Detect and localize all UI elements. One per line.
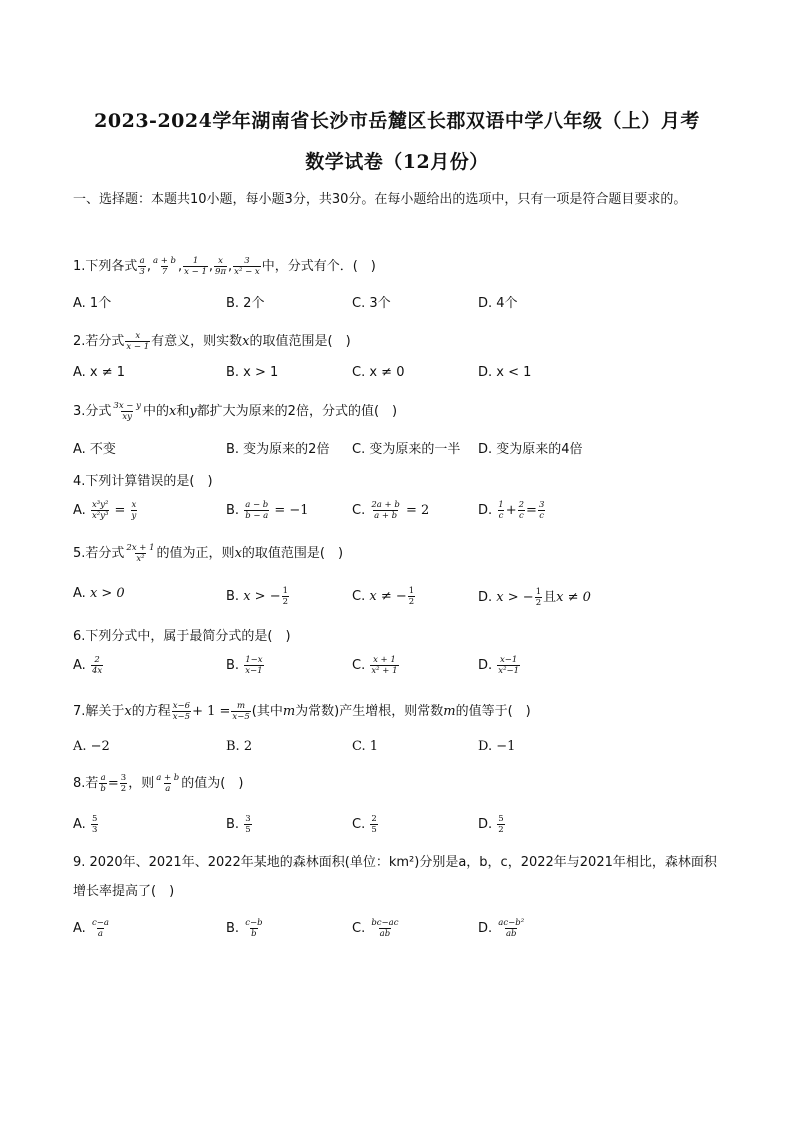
fraction xyxy=(125,543,155,564)
q2-option-a[interactable]: A. x ≠ 1 xyxy=(73,365,126,380)
fraction-numerator: a − b xyxy=(245,500,269,510)
q8-option-b[interactable]: B. $\frac{3}{5}$ xyxy=(226,814,251,835)
fraction-numerator: x³y² xyxy=(91,500,109,510)
fraction-numerator: 1 xyxy=(192,256,199,266)
fraction-numerator: 2 xyxy=(518,500,525,510)
q3-option-c[interactable]: C. 变为原来的一半 xyxy=(352,442,461,457)
q5-option-c[interactable]: C. x ≠ − $\frac{1}{2}$ xyxy=(352,586,415,607)
fraction-denominator: x − 1 xyxy=(184,267,207,277)
fraction xyxy=(518,500,525,521)
fraction xyxy=(183,256,208,277)
q9-option-a[interactable]: A. $\frac{c-a}{a}$ xyxy=(73,918,109,939)
fraction-numerator: c−b xyxy=(245,918,263,928)
fraction-denominator: a xyxy=(165,784,171,794)
fraction-numerator: a xyxy=(139,256,145,266)
fraction-denominator: c xyxy=(498,511,504,521)
fraction xyxy=(244,918,263,939)
fraction-numerator: a + b xyxy=(156,773,180,783)
question-4: 4.下列计算错误的是( ) xyxy=(73,474,213,489)
fraction-denominator: x² xyxy=(136,554,145,564)
fraction-numerator: 2 xyxy=(371,814,377,824)
fraction-denominator: c xyxy=(539,511,545,521)
fraction-denominator: 4x xyxy=(91,666,103,676)
fraction-numerator: x + 1 xyxy=(373,655,396,665)
fraction-numerator: 2a + b xyxy=(371,500,400,510)
fraction xyxy=(91,918,110,939)
fraction-denominator: y xyxy=(131,511,137,521)
q2-option-b[interactable]: B. x > 1 xyxy=(226,365,279,380)
fraction-numerator: x−6 xyxy=(172,701,191,711)
q5-option-a[interactable]: A. x > 0 xyxy=(73,586,125,601)
fraction xyxy=(535,587,542,608)
fraction-numerator: 2x + 1 xyxy=(126,543,155,553)
fraction xyxy=(231,701,250,722)
fraction xyxy=(131,500,138,521)
q6-option-a[interactable]: A. $\frac{2}{4x}$ xyxy=(73,655,103,676)
q1-option-d[interactable]: D. 4个 xyxy=(478,296,518,311)
q7-option-c[interactable]: C. 1 xyxy=(352,739,379,754)
q2-option-c[interactable]: C. x ≠ 0 xyxy=(352,365,405,380)
fraction-denominator: b xyxy=(100,784,106,794)
fraction xyxy=(282,586,289,607)
fraction xyxy=(172,701,191,722)
q9-option-c[interactable]: C. $\frac{bc-ac}{ab}$ xyxy=(352,918,399,939)
fraction xyxy=(408,586,415,607)
fraction xyxy=(244,655,263,676)
q6-option-b[interactable]: B. $\frac{1-x}{x-1}$ xyxy=(226,655,263,676)
fraction xyxy=(497,655,520,676)
fraction xyxy=(370,814,377,835)
question-9: 9. 2020年、2021年、2022年某地的森林面积(单位：km²)分别是a，b，c，2022年与2021年相比，森林面积增长率提高了( ) xyxy=(73,855,717,899)
fraction-denominator: b − a xyxy=(245,511,269,521)
q1-option-c[interactable]: C. 3个 xyxy=(352,296,391,311)
fraction xyxy=(244,814,251,835)
question-7: 7.解关于x的方程 $\frac{x-6}{x-5}$ + 1 = $\frac{m}{x-5}$ (其中m为常数)产生增根，则常数m的值等于( ) xyxy=(73,701,531,722)
fraction-numerator: 5 xyxy=(91,814,98,824)
fraction-denominator: 2 xyxy=(120,784,127,794)
question-8: 8.若 $\frac{a}{b}$ = $\frac{3}{2}$ ，则 $\frac{a + b}{a}$ 的值为( ) xyxy=(73,773,244,794)
fraction xyxy=(125,331,150,352)
fraction xyxy=(99,773,106,794)
fraction-numerator: 3x − y xyxy=(113,401,141,411)
fraction-numerator: m xyxy=(237,701,246,711)
fraction-denominator: a xyxy=(97,929,103,939)
q2-option-d[interactable]: D. x < 1 xyxy=(478,365,532,380)
q8-option-d[interactable]: D. $\frac{5}{2}$ xyxy=(478,814,504,835)
exam-title-line2: 数学试卷（12月份） xyxy=(305,151,489,173)
fraction-denominator: x − 1 xyxy=(126,342,150,352)
fraction-denominator: 9π xyxy=(215,267,227,277)
fraction-denominator: ab xyxy=(505,929,517,939)
question-1: 1.下列各式 $\frac{a}{3}$ , $\frac{a + b}{7}$ , $\frac{1}{x - 1}$ , $\frac{x}{9\pi}$ , $\frac{3}{\text{x² − x}}$ 中，分式有个．( ) xyxy=(73,256,376,277)
fraction xyxy=(152,256,177,277)
fraction-numerator: 3 xyxy=(245,814,251,824)
fraction xyxy=(138,256,145,277)
fraction-denominator: b xyxy=(251,929,257,939)
q3-option-b[interactable]: B. 变为原来的2倍 xyxy=(226,442,330,457)
fraction xyxy=(214,256,227,277)
fraction-denominator: x−5 xyxy=(232,712,250,722)
fraction-numerator: 3 xyxy=(538,500,545,510)
section-header: 一、选择题：本题共10小题，每小题3分，共30分。在每小题给出的选项中，只有一项是符合题目要求的。 xyxy=(73,192,687,207)
q7-option-d[interactable]: D. −1 xyxy=(478,739,516,754)
q1-option-a[interactable]: A. 1个 xyxy=(73,296,112,311)
q5-option-d[interactable]: D. x > − $\frac{1}{2}$ 且x ≠ 0 xyxy=(478,587,591,608)
fraction-numerator: 1 xyxy=(498,500,504,510)
fraction-denominator: c xyxy=(518,511,524,521)
fraction-numerator: x xyxy=(135,331,141,341)
fraction-denominator: 5 xyxy=(245,825,251,835)
q4-option-a[interactable]: A. $\frac{\text{x³y²}}{\text{x²y³}}$ = $\frac{x}{y}$ xyxy=(73,500,137,521)
fraction-denominator: 2 xyxy=(498,825,504,835)
fraction-denominator: 3 xyxy=(139,267,145,277)
fraction xyxy=(244,500,269,521)
fraction xyxy=(112,401,142,422)
fraction-denominator: 5 xyxy=(371,825,377,835)
question-6: 6.下列分式中，属于最简分式的是( ) xyxy=(73,629,291,644)
fraction-denominator: 3 xyxy=(91,825,98,835)
q3-option-a[interactable]: A. 不变 xyxy=(73,442,116,457)
fraction xyxy=(370,655,398,676)
fraction-numerator: bc−ac xyxy=(371,918,399,928)
fraction-numerator: 1 xyxy=(535,587,542,597)
fraction-numerator: 5 xyxy=(498,814,504,824)
fraction-numerator: x xyxy=(218,256,223,266)
fraction-denominator: 7 xyxy=(161,267,168,277)
fraction-numerator: a + b xyxy=(152,256,177,266)
fraction-numerator: c−a xyxy=(91,918,109,928)
fraction-numerator: x xyxy=(131,500,137,510)
fraction-numerator: 1 xyxy=(282,586,289,596)
fraction-numerator: 3 xyxy=(244,256,250,266)
q7-option-a[interactable]: A. −2 xyxy=(73,739,110,754)
fraction-numerator: ac−b² xyxy=(498,918,525,928)
fraction xyxy=(538,500,545,521)
question-5: 5.若分式 $\frac{2x + 1}{\text{x²}}$ 的值为正，则x的取值范围是( ) xyxy=(73,543,344,564)
q3-option-d[interactable]: D. 变为原来的4倍 xyxy=(478,442,583,457)
fraction-numerator: a xyxy=(100,773,106,783)
fraction-denominator: x²−1 xyxy=(498,666,520,676)
q4-option-d[interactable]: D. $\frac{1}{c}$ + $\frac{2}{c}$ = $\frac{3}{c}$ xyxy=(478,500,545,521)
exam-title-line1: 2023-2024学年湖南省长沙市岳麓区长郡双语中学八年级（上）月考 xyxy=(94,110,700,132)
fraction-denominator: 2 xyxy=(408,597,415,607)
fraction-numerator: x−1 xyxy=(500,655,518,665)
q8-option-a[interactable]: A. $\frac{5}{3}$ xyxy=(73,814,98,835)
q1-option-b[interactable]: B. 2个 xyxy=(226,296,265,311)
fraction-denominator: a + b xyxy=(374,511,398,521)
question-2: 2.若分式 $\frac{x}{x - 1}$ 有意义，则实数x的取值范围是( ) xyxy=(73,331,351,352)
fraction-denominator: xy xyxy=(122,412,132,422)
q6-option-c[interactable]: C. $\frac{x + 1}{\text{x² + 1}}$ xyxy=(352,655,398,676)
q4-option-b[interactable]: B. $\frac{a - b}{b - a}$ = −1 xyxy=(226,500,309,521)
fraction-denominator: 2 xyxy=(535,598,542,608)
fraction-numerator: 1 xyxy=(408,586,415,596)
fraction-denominator: x²y³ xyxy=(91,511,109,521)
fraction-denominator: x−5 xyxy=(172,712,191,722)
q8-option-c[interactable]: C. $\frac{2}{5}$ xyxy=(352,814,377,835)
fraction-denominator: x−1 xyxy=(245,666,263,676)
fraction-numerator: 1−x xyxy=(245,655,263,665)
fraction xyxy=(91,814,98,835)
fraction-numerator: 2 xyxy=(94,655,100,665)
fraction xyxy=(91,500,109,521)
fraction-denominator: 2 xyxy=(282,597,289,607)
fraction xyxy=(91,655,103,676)
q9-option-b[interactable]: B. $\frac{c-b}{b}$ xyxy=(226,918,263,939)
fraction xyxy=(233,256,261,277)
q4-option-c[interactable]: C. $\frac{2a + b}{a + b}$ = 2 xyxy=(352,500,430,521)
fraction-denominator: x² + 1 xyxy=(371,666,398,676)
fraction xyxy=(370,918,399,939)
fraction xyxy=(155,773,180,794)
fraction-denominator: x² − x xyxy=(234,267,260,277)
fraction xyxy=(497,814,504,835)
question-3: 3.分式 $\frac{3x - y}{xy}$ 中的x和y都扩大为原来的2倍，分式的值( ) xyxy=(73,401,398,422)
fraction-numerator: 3 xyxy=(120,773,127,783)
fraction xyxy=(497,500,504,521)
fraction xyxy=(370,500,400,521)
fraction-denominator: ab xyxy=(379,929,391,939)
q6-option-d[interactable]: D. $\frac{x-1}{\text{x²−1}}$ xyxy=(478,655,520,676)
q5-option-b[interactable]: B. x > − $\frac{1}{2}$ xyxy=(226,586,289,607)
fraction xyxy=(497,918,525,939)
fraction xyxy=(120,773,127,794)
q9-option-d[interactable]: D. $\frac{\text{ac−b²}}{ab}$ xyxy=(478,918,525,939)
q7-option-b[interactable]: B. 2 xyxy=(226,739,253,754)
